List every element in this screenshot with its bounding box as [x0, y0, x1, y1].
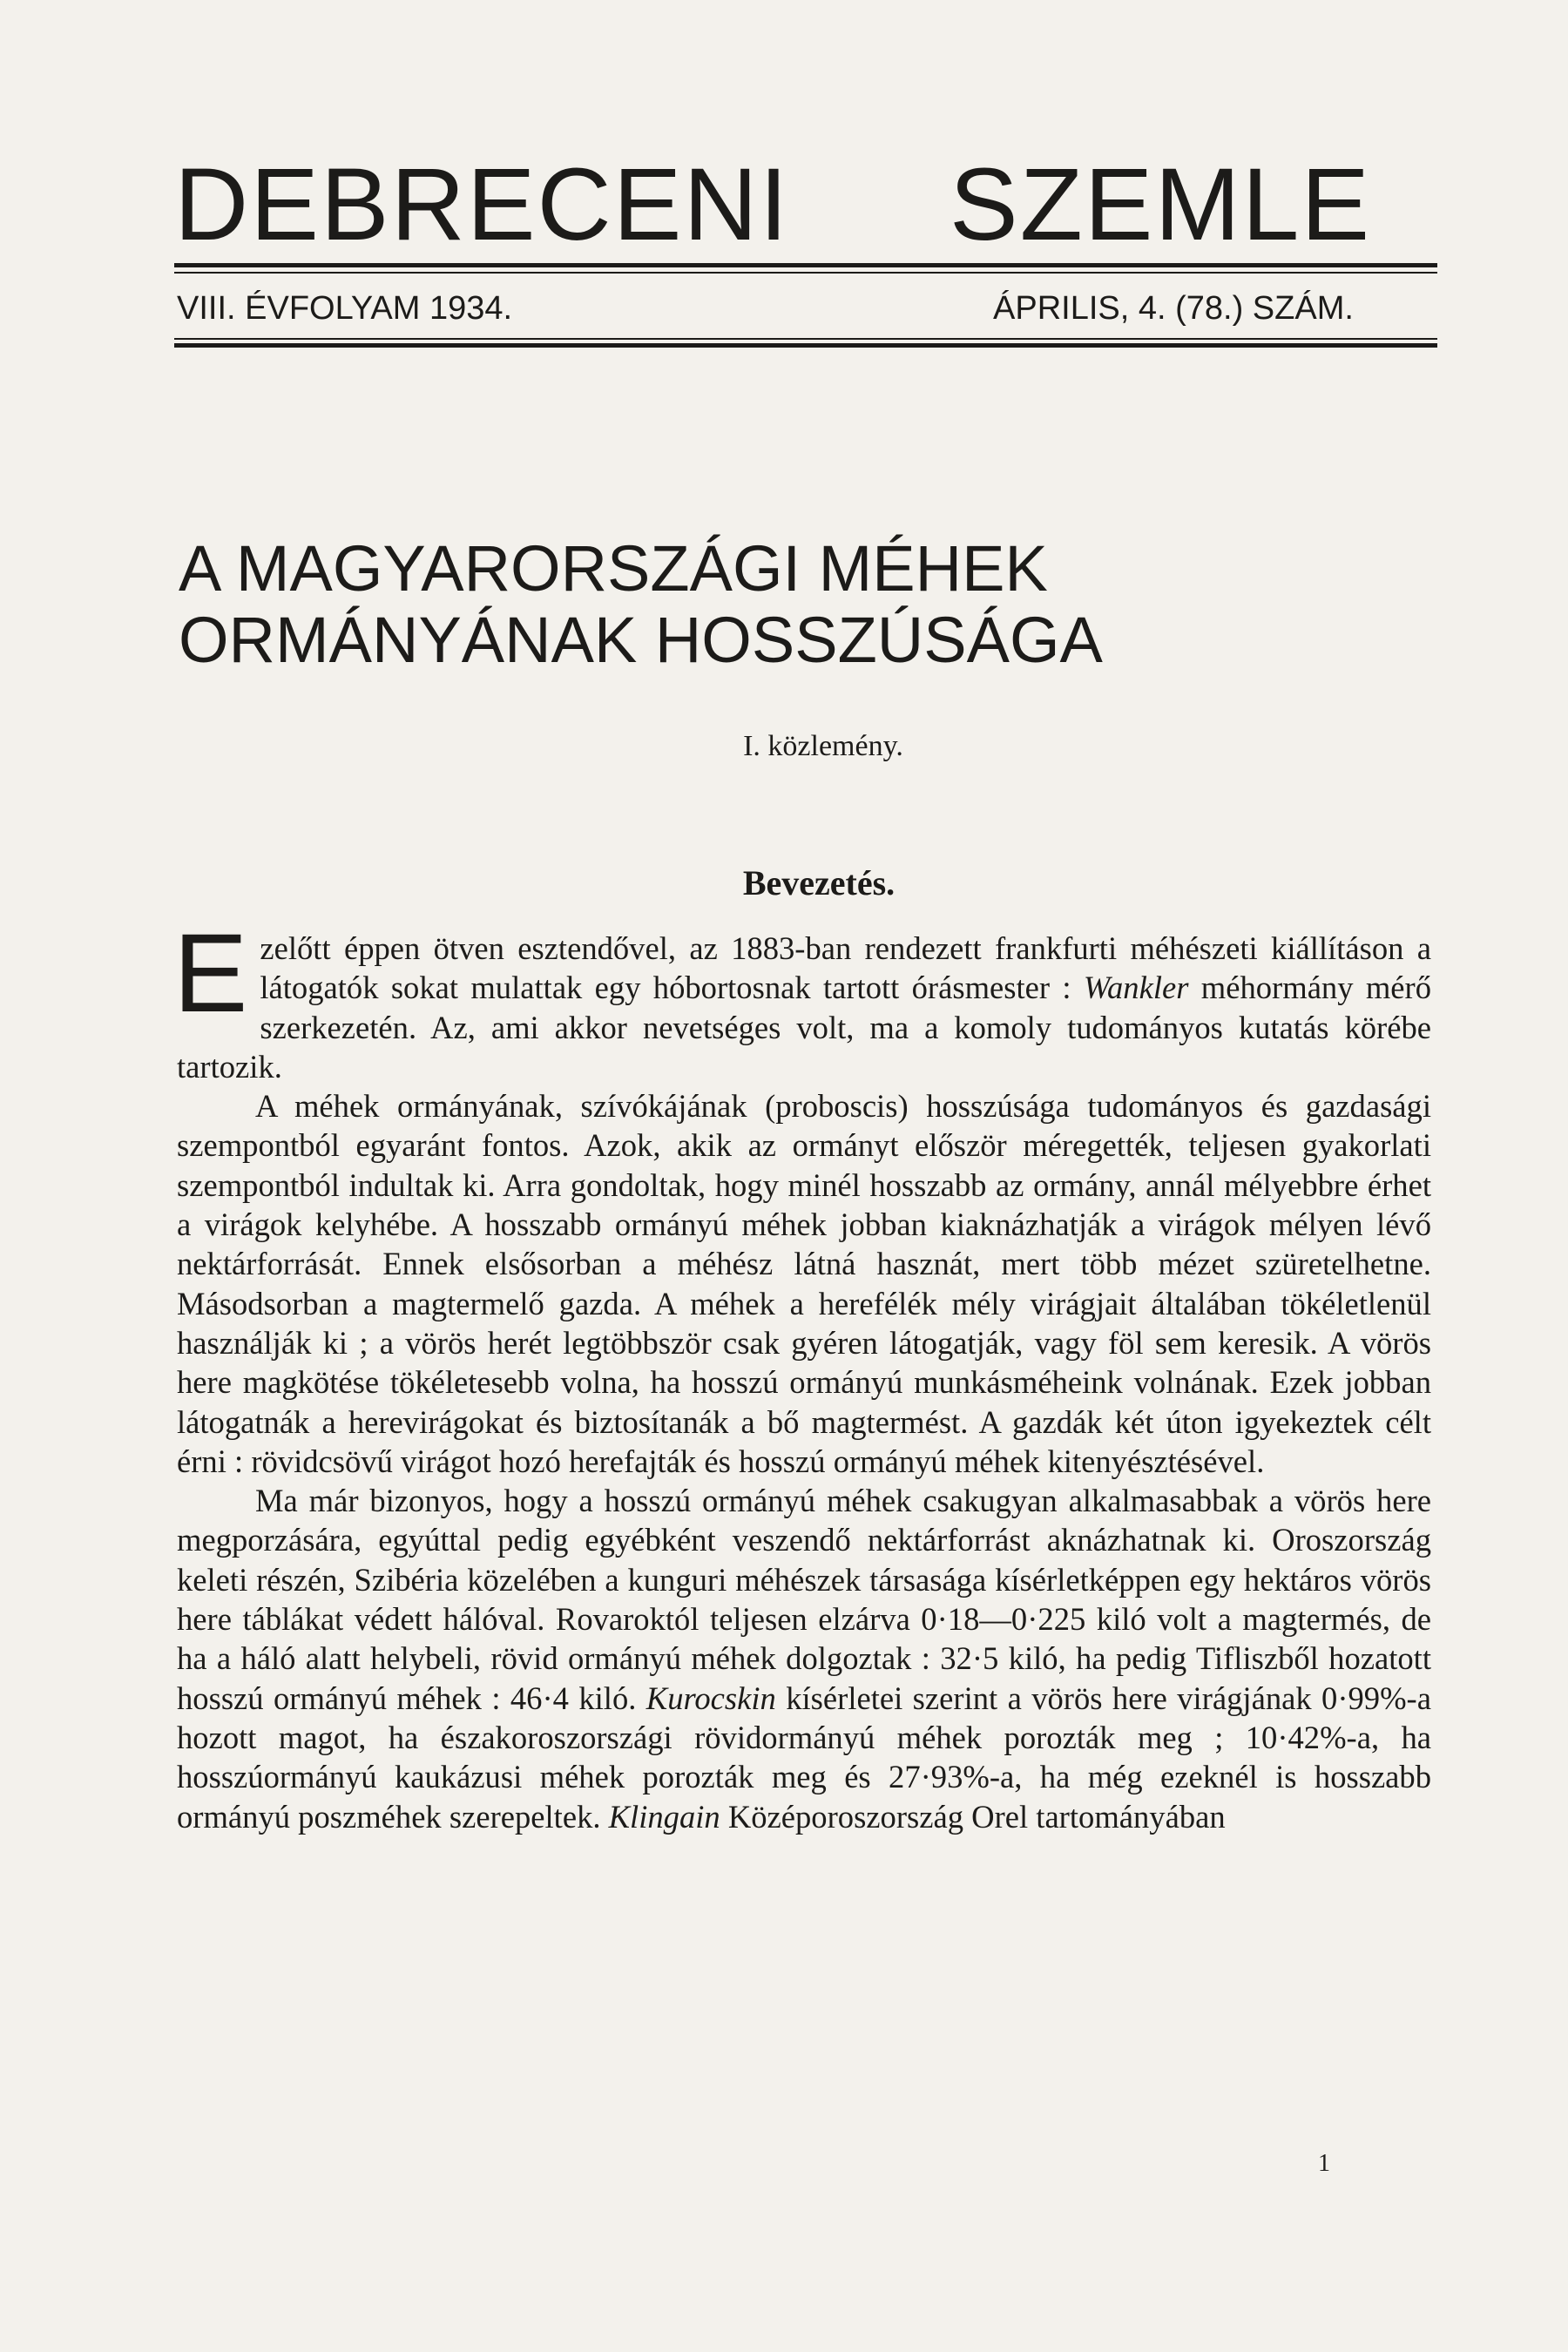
masthead-rule-bottom-thin	[174, 338, 1437, 340]
installment-label: I. közlemény.	[743, 730, 903, 762]
paragraph-3-text-c: Középoroszország Orel tartományában	[720, 1798, 1226, 1835]
page-number: 1	[1318, 2150, 1330, 2177]
paragraph-1-text-a: zelőtt éppen ötven esztendővel, az 1883-ban rendezett frankfurti méhészeti kiállításon a látogatók sokat mulattak egy hóbortosnak tartott órásmester :	[260, 930, 1431, 1006]
paragraph-3-text-b: kísérletei szerint a vörös here virágjának 0·99%-a hozott magot, ha északoroszországi rövidormányú méhek porozták meg ; 10·42%-a, ha hosszúormányú kaukázusi méhek porozták meg és 27·93%-a, ha még ezeknél is hosszabb ormányú poszméhek szerepeltek.	[177, 1680, 1431, 1835]
paragraph-3-emphasis-2: Klingain	[608, 1798, 720, 1835]
paragraph-1-emphasis: Wankler	[1083, 970, 1189, 1006]
paragraph-3-emphasis-1: Kurocskin	[645, 1680, 776, 1716]
article-body	[173, 911, 1431, 1836]
section-heading: Bevezetés.	[742, 863, 896, 902]
masthead-title	[174, 144, 1437, 266]
paragraph-3	[177, 1481, 1431, 1836]
article-title-line-2: ORMÁNYÁNAK HOSSZÚSÁGA	[179, 604, 1103, 676]
article-title	[179, 533, 1311, 676]
paragraph-1	[173, 911, 1431, 1086]
article-title-line-1: A MAGYARORSZÁGI MÉHEK	[179, 532, 1048, 605]
masthead-word-2: SZEMLE	[950, 147, 1372, 262]
drop-cap: E	[173, 911, 248, 1036]
masthead-rule-bottom	[174, 343, 1437, 348]
issue-number: ÁPRILIS, 4. (78.) SZÁM.	[993, 290, 1354, 327]
issue-volume: VIII. ÉVFOLYAM 1934.	[177, 290, 513, 327]
paragraph-1-text-b: méhormány mérő szerkezetén. Az, ami akkor nevetséges volt, ma a komoly tudományos kutatás körébe tartozik.	[177, 970, 1431, 1085]
paragraph-2: A méhek ormányának, szívókájának (proboscis) hosszúsága tudományos és gazdasági szempontból egyaránt fontos. Azok, akik az ormányt először méregették, teljesen gyakorlati szempontból indultak ki. Arra gondoltak, hogy minél hosszabb az ormány, annál mélyebbre érhet a virágok kelyhébe. A hosszabb ormányú méhek jobban kiaknázhatják a virágok mélyen lévő nektárforrását. Ennek elsősorban a méhész látná hasznát, mert több mézet szüretelhetne. Másodsorban a magtermelő gazda. A méhek a herefélék mély virágjait általában tökéletlenül használják ki ; a vörös herét legtöbbször csak gyéren látogatják, vagy föl sem keresik. A vörös here magkötése tökéletesebb volna, ha hosszú ormányú munkásméheink volnának. Ezek jobban látogatnák a herevirágokat és biztosítanák a bő magtermést. A gazdák két úton igyekeztek célt érni : rövidcsövű virágot hozó herefajták és hosszú ormányú méhek kitenyésztésével.	[177, 1088, 1431, 1479]
paragraph-3-text-a: Ma már bizonyos, hogy a hosszú ormányú méhek csakugyan alkalmasabbak a vörös here megporzására, egyúttal pedig egyébként veszendő nektárforrást aknázhatnak ki. Oroszország keleti részén, Szibéria közelében a kunguri méhészek társasága kísérletképpen egy hektáros vörös here táblákat védett hálóval. Rovaroktól teljesen elzárva 0·18—0·225 kiló volt a magtermés, de ha a háló alatt helybeli, rövid ormányú méhek dolgoztak : 32·5 kiló, ha pedig Tifliszből hozatott hosszú ormányú méhek : 46·4 kiló.	[177, 1483, 1431, 1716]
masthead-word-1: DEBRECENI	[174, 147, 790, 262]
masthead-rule-top	[174, 263, 1437, 267]
masthead-rule-top-thin	[174, 272, 1437, 274]
